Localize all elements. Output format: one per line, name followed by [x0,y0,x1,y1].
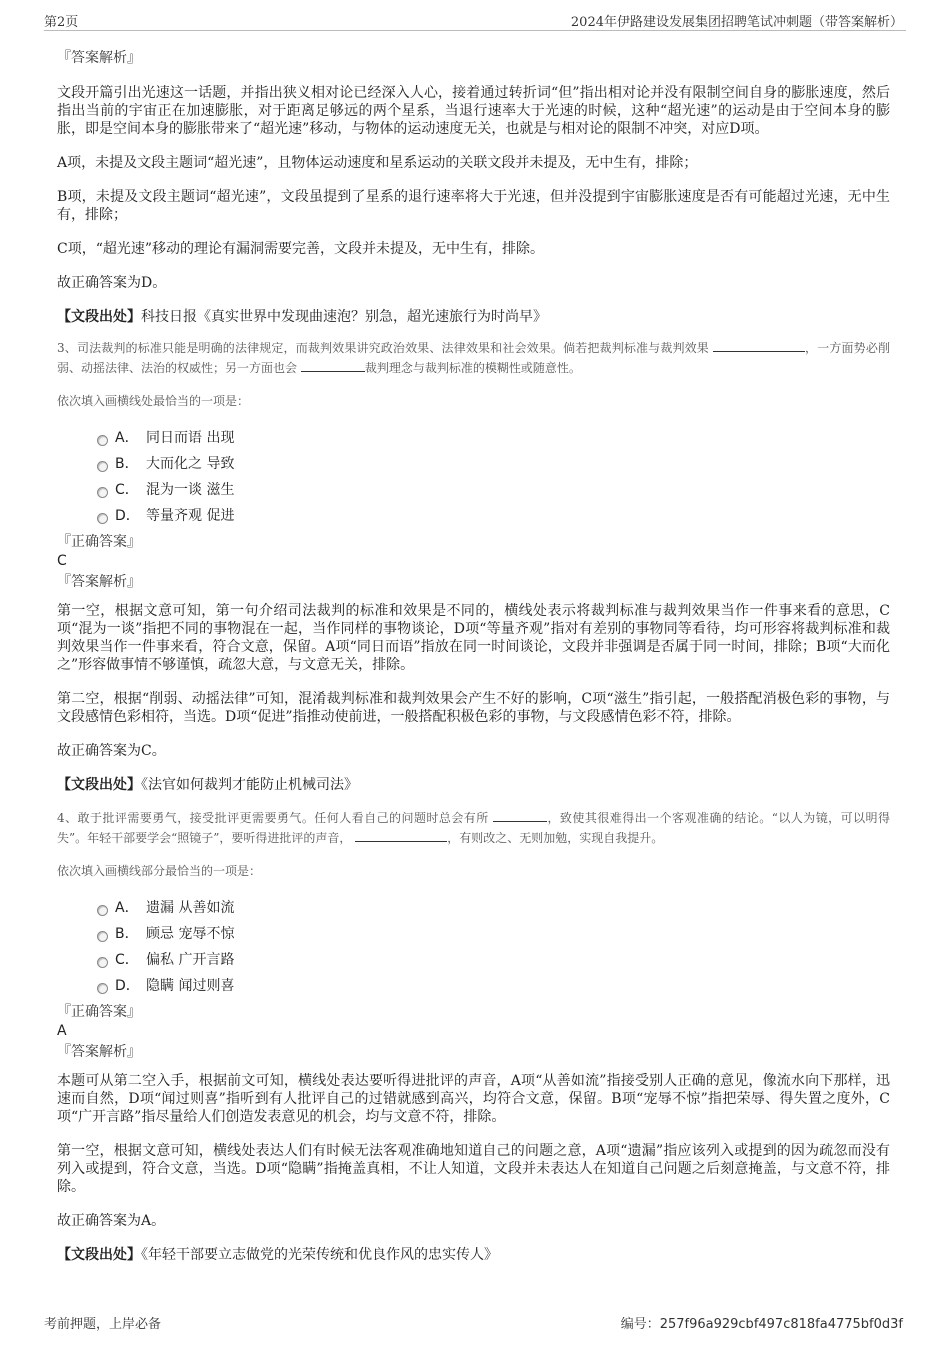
conclusion: 故正确答案为C。 [57,743,166,759]
stem-part: 裁判理念与裁判标准的模糊性或随意性。 [364,361,581,375]
page-header [0,0,950,30]
option-letter: B． [115,926,139,942]
analysis-label: 『答案解析』 [57,50,141,66]
analysis-paragraph: 第二空，根据“削弱、动摇法律”可知，混淆裁判标准和裁判效果会产生不好的影响，C项“滋生”指引起，一般搭配消极色彩的事物，与文段感情色彩相符，当选。D项“促进”指推动使前进，一般搭配积极色彩的事物，与文段感情色彩不符，排除。 [57,691,890,725]
option-d[interactable] [97,504,890,530]
fill-blank [493,808,547,822]
option-text: 混为一谈 滋生 [146,482,235,498]
footer-code [621,1313,903,1332]
radio-icon[interactable] [97,957,108,968]
option-c[interactable] [97,948,890,974]
analysis-paragraph: 本题可从第二空入手，根据前文可知，横线处表达要听得进批评的声音，A项“从善如流”指接受别人正确的意见，像流水向下那样，迅速而自然，D项“闻过则喜”指听到有人批评自己的过错就感到高兴，均符合文意，保留。B项“宠辱不惊”指把荣辱、得失置之度外，C项“广开言路”指尽量给人们创造发表意见的机会，均与文意不符，排除。 [57,1073,890,1125]
analysis-label: 『答案解析』 [57,574,141,590]
option-letter: D． [115,508,140,524]
analysis-paragraph: 第一空，根据文意可知，第一句介绍司法裁判的标准和效果是不同的，横线处表示将裁判标准与裁判效果当作一件事来看的意思，C项“混为一谈”指把不同的事物混在一起，当作同样的事物谈论，D项“等量齐观”指对有差别的事物同等看待，均可形容将裁判标准和裁判效果当作一件事来看，符合文意，保留。A项“同日而语”指放在同一时间谈论，文段并非强调是否属于同一时间，排除；B项“大而化之”形容做事情不够谨慎，疏忽大意，与文意无关，排除。 [57,603,890,673]
radio-icon[interactable] [97,461,108,472]
option-a[interactable] [97,896,890,922]
option-letter: B． [115,456,139,472]
question-stem [57,808,890,848]
option-letter: C． [115,952,139,968]
code-label: 编号： [620,1317,660,1332]
option-d[interactable] [97,974,890,1000]
analysis-label: 『答案解析』 [57,1044,141,1060]
question-prompt: 依次填入画横线处最恰当的一项是： [57,394,250,408]
radio-icon[interactable] [97,487,108,498]
source-label: 【文段出处】 [57,777,141,793]
question-prompt: 依次填入画横线部分最恰当的一项是： [57,864,262,878]
option-letter: D． [115,978,140,994]
conclusion: 故正确答案为A。 [57,1213,166,1229]
source-label: 【文段出处】 [57,1247,141,1263]
stem-part: 3、司法裁判的标准只能是明确的法律规定，而裁判效果讲究政治效果、法律效果和社会效果。倘若把裁判标准与裁判效果 [57,341,709,355]
radio-icon[interactable] [97,435,108,446]
analysis-paragraph: B项，未提及文段主题词“超光速”，文段虽提到了星系的退行速率将大于光速，但并没提到宇宙膨胀速度是否有可能超过光速，无中生有，排除； [57,189,890,223]
correct-answer: C [57,553,67,569]
analysis-paragraph: 文段开篇引出光速这一话题，并指出狭义相对论已经深入人心，接着通过转折词“但”指出相对论并没有限制空间自身的膨胀速度，然后指出当前的宇宙正在加速膨胀，对于距离足够远的两个星系，当退行速率大于光速的时候，这种“超光速”的运动是由于空间本身的膨胀，即是空间本身的膨胀带来了“超光速”移动，与物体的运动速度无关，也就是与相对论的限制不冲突，对应D项。 [57,85,890,137]
fill-blank [355,828,447,842]
option-letter: C． [115,482,139,498]
option-text: 同日而语 出现 [146,430,235,446]
source-line [57,776,890,794]
option-text: 隐瞒 闻过则喜 [146,978,235,994]
stem-part: ，有则改之、无则加勉，实现自我提升。 [447,831,664,845]
stem-part: 4、敢于批评需要勇气，接受批评更需要勇气。任何人看自己的问题时总会有所 [57,811,489,825]
source-label: 【文段出处】 [57,309,141,325]
option-text: 偏私 广开言路 [146,952,235,968]
source-line [57,1246,890,1264]
answer-label: 『正确答案』 [57,1004,141,1020]
option-text: 遗漏 从善如流 [146,900,235,916]
options-list [97,426,890,530]
option-text: 顾忌 宠辱不惊 [146,926,235,942]
source-text: 《法官如何裁判才能防止机械司法》 [141,777,358,793]
analysis-paragraph: A项，未提及文段主题词“超光速”，且物体运动速度和星系运动的关联文段并未提及，无中生有，排除； [57,155,698,171]
analysis-paragraph: C项，“超光速”移动的理论有漏洞需要完善，文段并未提及，无中生有，排除。 [57,241,545,257]
document-title: 2024年伊路建设发展集团招聘笔试冲刺题（带答案解析） [570,15,903,30]
option-letter: A． [115,900,139,916]
radio-icon[interactable] [97,983,108,994]
fill-blank [713,338,805,352]
option-text: 大而化之 导致 [146,456,235,472]
radio-icon[interactable] [97,513,108,524]
options-list [97,896,890,1000]
analysis-paragraph: 第一空，根据文意可知，横线处表达人们有时候无法客观准确地知道自己的问题之意，A项“遗漏”指应该列入或提到的因为疏忽而没有列入或提到，符合文意，当选。D项“隐瞒”指掩盖真相，不让人知道，文段并未表达人在知道自己问题之后刻意掩盖，与文意不符，排除。 [57,1143,890,1195]
stem-part: ，致使其很难得出一个客观准确的结论。“以人为镜，可以明得失”。年轻干部要学会“照镜子”，要听得进批评的声音， [57,811,890,845]
source-text: 科技日报《真实世界中发现曲速泡？别急，超光速旅行为时尚早》 [141,309,547,325]
stem-part: ，一方面势必削弱、动摇法律、法治的权威性；另一方面也会 [57,341,890,375]
option-c[interactable] [97,478,890,504]
option-b[interactable] [97,922,890,948]
radio-icon[interactable] [97,905,108,916]
fill-blank [301,358,365,372]
option-letter: A． [115,430,139,446]
code-value: 257f96a929cbf497c818fa4775bf0d3f [659,1317,903,1332]
source-line [57,308,890,326]
page-number: 第2页 [44,15,79,30]
option-a[interactable] [97,426,890,452]
answer-label: 『正确答案』 [57,534,141,550]
page-content [57,48,890,1264]
correct-answer: A [57,1023,67,1039]
question-stem [57,338,890,378]
header-divider [44,30,906,31]
radio-icon[interactable] [97,931,108,942]
option-b[interactable] [97,452,890,478]
option-text: 等量齐观 促进 [146,508,235,524]
source-text: 《年轻干部要立志做党的光荣传统和优良作风的忠实传人》 [141,1247,498,1263]
footer-slogan: 考前押题，上岸必备 [44,1317,162,1332]
conclusion: 故正确答案为D。 [57,275,167,291]
